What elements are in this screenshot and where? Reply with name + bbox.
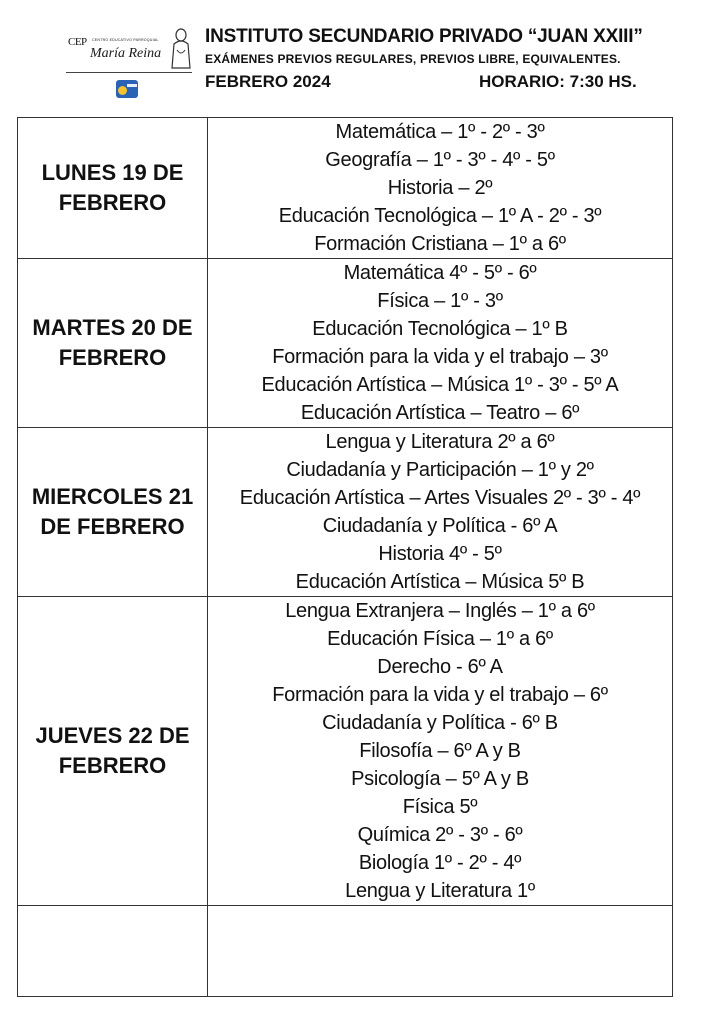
day-label-line2: FEBRERO (58, 190, 167, 215)
subject-item: Matemática 4º - 5º - 6º (343, 262, 537, 284)
subject-item: Ciudadanía y Política - 6º B (322, 712, 558, 734)
subject-item: Lengua y Literatura 1º (345, 880, 535, 902)
subject-item: Derecho - 6º A (377, 656, 503, 678)
subject-item: Ciudadanía y Política - 6º A (322, 515, 558, 537)
table-row (18, 597, 673, 906)
empty-subjects-cell (208, 906, 673, 997)
exam-schedule-table (17, 117, 673, 997)
day-label-line2: DE FEBRERO (40, 514, 185, 539)
empty-day-cell (18, 906, 208, 997)
subject-item: Educación Tecnológica – 1º B (312, 318, 568, 340)
subject-item: Historia 4º - 5º (378, 543, 502, 565)
subject-item: Lengua Extranjera – Inglés – 1º a 6º (285, 600, 595, 622)
subject-item: Ciudadanía y Participación – 1º y 2º (286, 459, 594, 481)
day-cell (18, 597, 208, 906)
subject-item: Lengua y Literatura 2º a 6º (325, 431, 555, 453)
subject-item: Geografía – 1º - 3º - 4º - 5º (325, 149, 555, 171)
subject-item: Formación para la vida y el trabajo – 6º (272, 684, 608, 706)
subject-item: Educación Artística – Artes Visuales 2º - 3º - 4º (239, 487, 641, 509)
subject-item: Formación para la vida y el trabajo – 3º (272, 346, 608, 368)
day-cell (18, 428, 208, 597)
page-subtitle: EXÁMENES PREVIOS REGULARES, PREVIOS LIBRE, EQUIVALENTES. (205, 52, 621, 66)
virgin-mary-crest-icon (170, 26, 192, 70)
exam-month: FEBRERO 2024 (205, 72, 331, 91)
subject-item: Educación Tecnológica – 1º A - 2º - 3º (278, 205, 602, 227)
subject-item: Matemática – 1º - 2º - 3º (335, 121, 545, 143)
document-header (0, 0, 724, 110)
subject-item: Psicología – 5º A y B (351, 768, 529, 790)
subject-item: Química 2º - 3º - 6º (357, 824, 523, 846)
subject-item: Educación Artística – Música 5º B (295, 571, 585, 593)
day-label-line1: JUEVES 22 DE (35, 723, 190, 748)
day-label-line2: FEBRERO (58, 753, 167, 778)
subject-item: Biología 1º - 2º - 4º (358, 852, 522, 874)
subject-item: Educación Artística – Teatro – 6º (300, 402, 580, 424)
logo-initials: CEP (68, 36, 87, 48)
school-logo (66, 22, 198, 102)
logo-underline (66, 72, 192, 73)
subject-item: Formación Cristiana – 1º a 6º (314, 233, 566, 255)
subject-item: Educación Artística – Música 1º - 3º - 5º A (261, 374, 619, 396)
day-cell (18, 118, 208, 259)
day-label-line1: MIERCOLES 21 (31, 484, 194, 509)
subject-item: Física 5º (402, 796, 478, 818)
subjects-cell (208, 118, 673, 259)
day-cell (18, 259, 208, 428)
subjects-cell (208, 597, 673, 906)
subject-item: Historia – 2º (387, 177, 493, 199)
subject-item: Educación Física – 1º a 6º (327, 628, 553, 650)
day-label-line1: MARTES 20 DE (32, 315, 193, 340)
table-row (18, 428, 673, 597)
subjects-cell (208, 428, 673, 597)
table-row-empty (18, 906, 673, 997)
page-title: INSTITUTO SECUNDARIO PRIVADO “JUAN XXIII” (205, 26, 643, 47)
subject-item: Filosofía – 6º A y B (359, 740, 521, 762)
day-label-line1: LUNES 19 DE (41, 160, 184, 185)
day-label-line2: FEBRERO (58, 345, 167, 370)
logo-script-name: María Reina (90, 46, 162, 61)
juan-xxiii-badge-icon (116, 80, 138, 98)
subject-item: Física – 1º - 3º (377, 290, 503, 312)
exam-time: HORARIO: 7:30 HS. (479, 72, 637, 91)
logo-small-text: CENTRO EDUCATIVO PARROQUIAL (92, 38, 159, 42)
subjects-cell (208, 259, 673, 428)
table-row (18, 118, 673, 259)
table-row (18, 259, 673, 428)
